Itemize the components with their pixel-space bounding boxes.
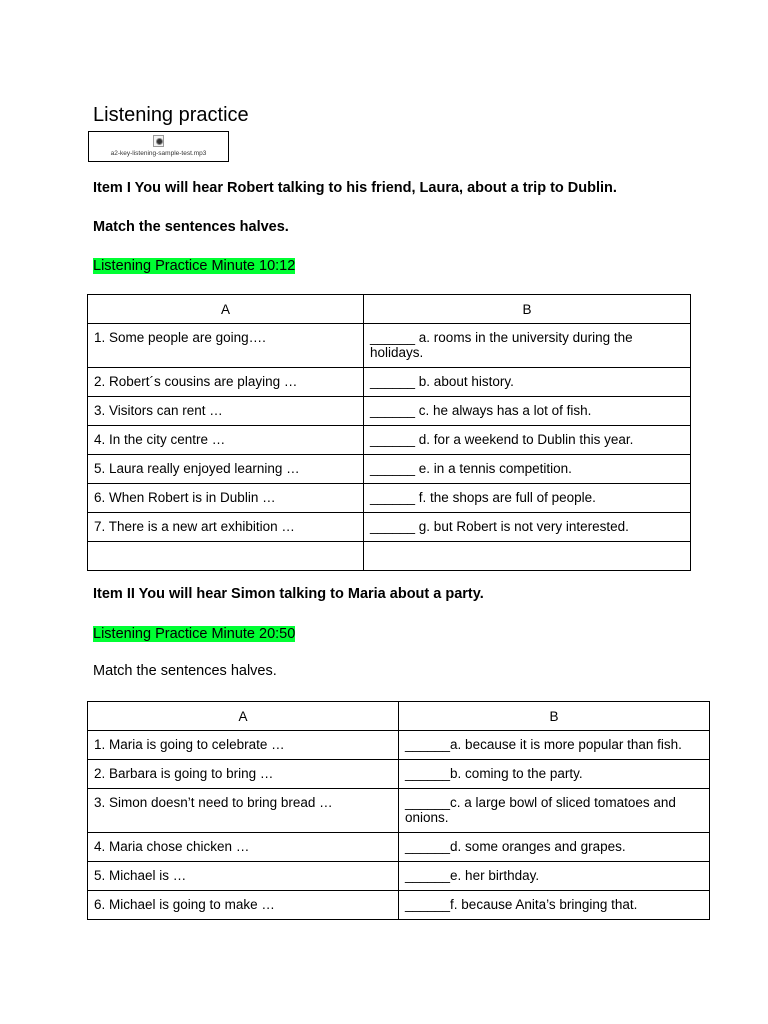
table-cell: 6. When Robert is in Dublin … (88, 484, 364, 513)
table-cell: ______f. because Anita’s bringing that. (399, 891, 710, 920)
table-cell: ______ a. rooms in the university during the holidays. (364, 324, 691, 368)
item1-highlight: Listening Practice Minute 10:12 (93, 258, 296, 274)
column-header: A (88, 295, 364, 324)
table-cell: ______a. because it is more popular than fish. (399, 731, 710, 760)
table-row (88, 760, 710, 789)
item1-table (87, 294, 691, 571)
table-cell (364, 542, 691, 571)
table-cell: ______ d. for a weekend to Dublin this year. (364, 426, 691, 455)
item2-highlight: Listening Practice Minute 20:50 (93, 626, 296, 642)
audio-file-icon (153, 135, 164, 147)
table-cell: 3. Visitors can rent … (88, 397, 364, 426)
column-header: A (88, 702, 399, 731)
attachment-filename: a2-key-listening-sample-test.mp3 (110, 150, 207, 157)
table-cell: ______c. a large bowl of sliced tomatoes and onions. (399, 789, 710, 833)
table-row (88, 833, 710, 862)
table-cell: 7. There is a new art exhibition … (88, 513, 364, 542)
table-cell (88, 542, 364, 571)
table-row (88, 862, 710, 891)
item1-heading: Item I You will hear Robert talking to his friend, Laura, about a trip to Dublin. (93, 180, 617, 196)
table-cell: ______b. coming to the party. (399, 760, 710, 789)
page-title: Listening practice (93, 104, 249, 126)
table-cell: ______ b. about history. (364, 368, 691, 397)
table-row (88, 789, 710, 833)
table-cell: 5. Laura really enjoyed learning … (88, 455, 364, 484)
table-row (88, 513, 691, 542)
table-cell: ______ c. he always has a lot of fish. (364, 397, 691, 426)
table-row (88, 426, 691, 455)
table-cell: 4. In the city centre … (88, 426, 364, 455)
table-header-row (88, 295, 691, 324)
item2-instruction: Match the sentences halves. (93, 663, 277, 679)
item2-heading: Item II You will hear Simon talking to Maria about a party. (93, 586, 484, 602)
table-row (88, 484, 691, 513)
table-cell: ______d. some oranges and grapes. (399, 833, 710, 862)
table-cell: 3. Simon doesn’t need to bring bread … (88, 789, 399, 833)
table-cell: 2. Barbara is going to bring … (88, 760, 399, 789)
table-row (88, 731, 710, 760)
table-cell: 6. Michael is going to make … (88, 891, 399, 920)
table-cell: ______e. her birthday. (399, 862, 710, 891)
table-row (88, 324, 691, 368)
table-cell: 1. Some people are going…. (88, 324, 364, 368)
table-row (88, 397, 691, 426)
audio-attachment[interactable] (88, 131, 229, 162)
item1-instruction: Match the sentences halves. (93, 219, 289, 235)
table-row (88, 891, 710, 920)
table-cell: ______ g. but Robert is not very interested. (364, 513, 691, 542)
table-cell: 4. Maria chose chicken … (88, 833, 399, 862)
table-header-row (88, 702, 710, 731)
item2-table (87, 701, 710, 920)
table-cell: 1. Maria is going to celebrate … (88, 731, 399, 760)
table-row (88, 542, 691, 571)
table-row (88, 368, 691, 397)
table-row (88, 455, 691, 484)
table-cell: 5. Michael is … (88, 862, 399, 891)
table-cell: ______ f. the shops are full of people. (364, 484, 691, 513)
column-header: B (364, 295, 691, 324)
table-cell: ______ e. in a tennis competition. (364, 455, 691, 484)
column-header: B (399, 702, 710, 731)
table-cell: 2. Robert´s cousins are playing … (88, 368, 364, 397)
